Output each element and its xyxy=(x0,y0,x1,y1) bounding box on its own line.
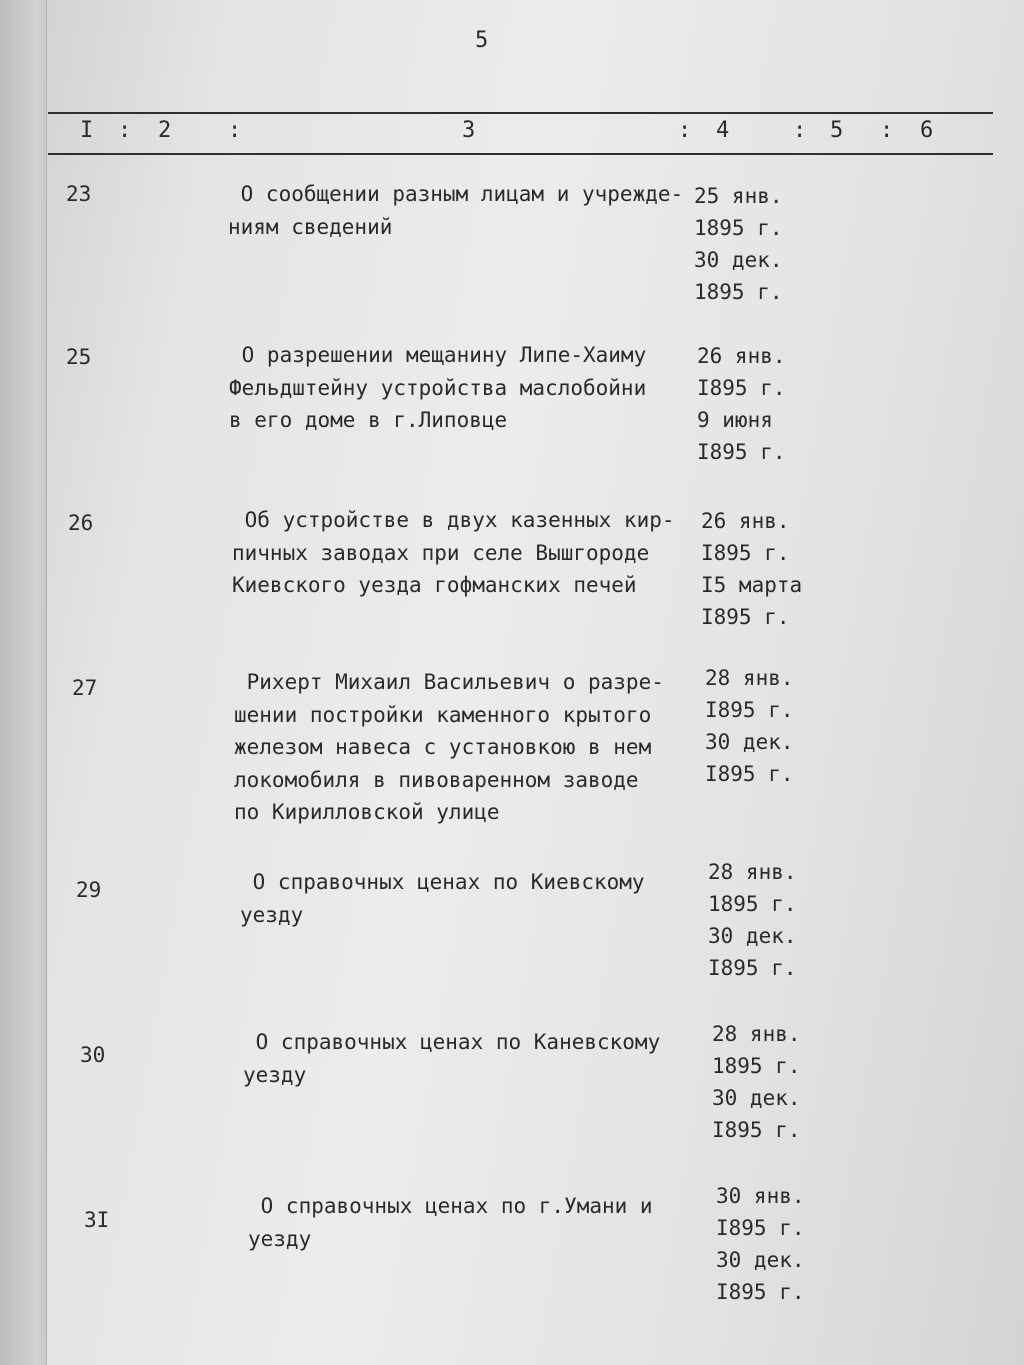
header-col-2: 2 xyxy=(158,118,172,143)
entry-number: 30 xyxy=(80,1043,106,1067)
header-col-3: 3 xyxy=(462,118,476,143)
entry-title: О сообщении разным лицам и учрежде- ниям сведений xyxy=(228,182,684,239)
header-separator: : xyxy=(118,118,132,143)
entry-dates: 28 янв. 1895 г. 30 дек. I895 г. xyxy=(708,860,797,980)
header-col-5: 5 xyxy=(830,118,844,143)
entry-title: О справочных ценах по Каневскому уезду xyxy=(243,1030,661,1087)
entry-title: Об устройстве в двух казенных кир- пичных заводах при селе Вышгороде Киевского уезда гофманских печей xyxy=(232,508,675,597)
entry-number: 26 xyxy=(68,511,94,535)
header-separator: : xyxy=(678,118,692,143)
header-separator: : xyxy=(228,118,242,143)
entry-dates: 26 янв. I895 г. I5 марта I895 г. xyxy=(701,509,803,629)
entry-dates: 30 янв. I895 г. 30 дек. I895 г. xyxy=(716,1184,805,1304)
entry-title: О справочных ценах по Киевскому уезду xyxy=(240,870,645,927)
header-top-rule xyxy=(48,112,993,114)
entry-dates: 26 янв. I895 г. 9 июня I895 г. xyxy=(697,344,786,464)
entry-number: 23 xyxy=(66,182,92,206)
header-col-4: 4 xyxy=(716,118,730,143)
header-separator: : xyxy=(793,118,807,143)
entry-title: О разрешении мещанину Липе-Хаиму Фельдштейну устройства маслобойни в его доме в г.Липовце xyxy=(229,343,647,432)
entry-number: 25 xyxy=(66,345,92,369)
header-separator: : xyxy=(880,118,894,143)
entry-number: 3I xyxy=(84,1208,110,1232)
entry-title: Рихерт Михаил Васильевич о разре- шении постройки каменного крытого железом навеса с установкою в нем локомобиля в пивоваренном заводе по Кирилловской улице xyxy=(234,670,664,824)
entry-number: 27 xyxy=(72,676,98,700)
entry-title: О справочных ценах по г.Умани и уезду xyxy=(248,1194,653,1251)
entry-dates: 25 янв. 1895 г. 30 дек. 1895 г. xyxy=(694,184,783,304)
header-bottom-rule xyxy=(48,153,993,155)
page-number: 5 xyxy=(475,28,489,53)
entry-dates: 28 янв. I895 г. 30 дек. I895 г. xyxy=(705,666,794,786)
header-col-1: I xyxy=(80,118,94,143)
entry-dates: 28 янв. 1895 г. 30 дек. I895 г. xyxy=(712,1022,801,1142)
adjacent-page-edge xyxy=(0,0,47,1365)
header-col-6: 6 xyxy=(920,118,934,143)
entry-number: 29 xyxy=(76,878,102,902)
